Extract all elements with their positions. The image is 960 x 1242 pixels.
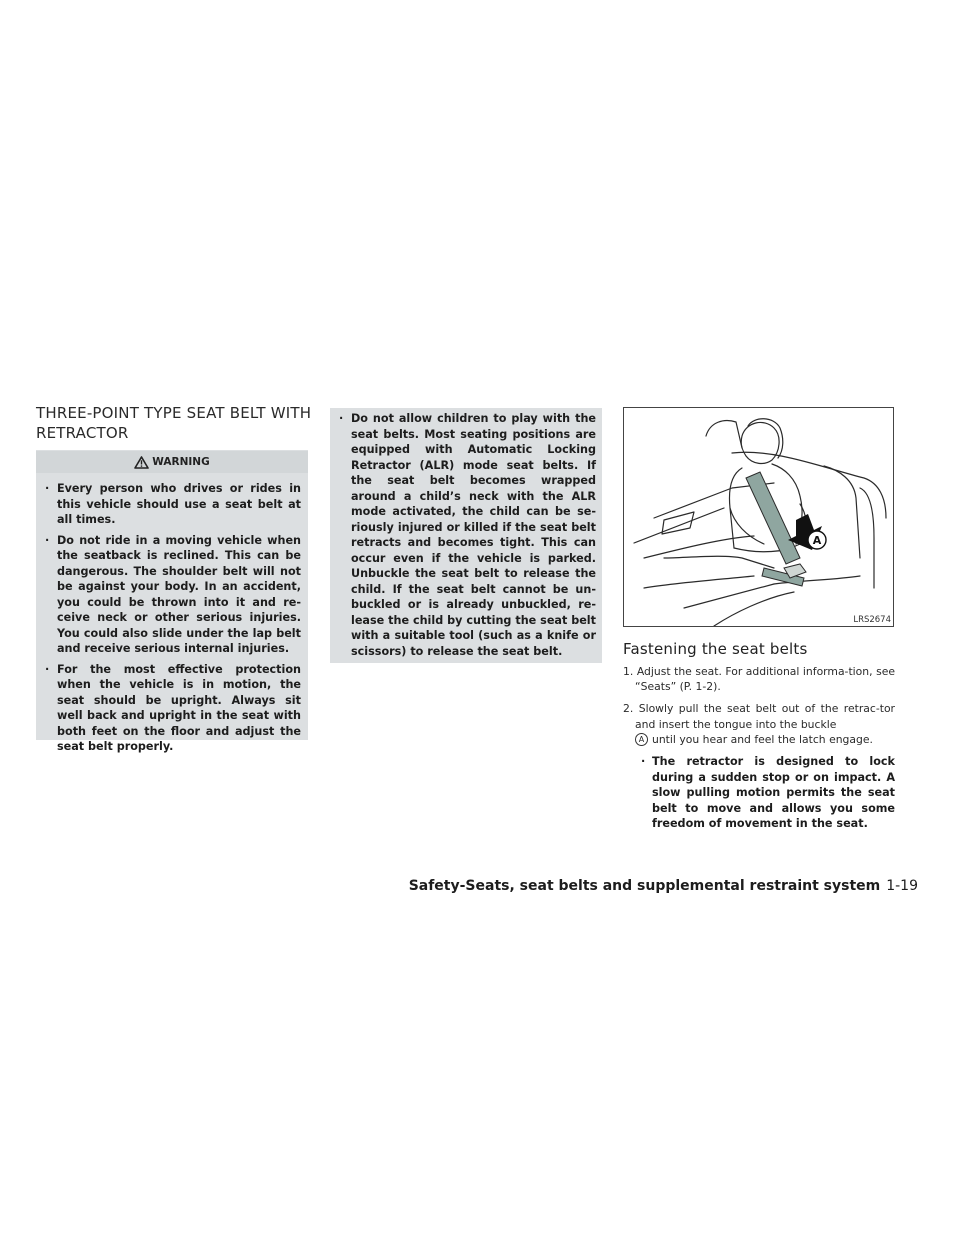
steps-list	[623, 664, 895, 832]
page-footer	[409, 878, 918, 894]
subsection-title: Fastening the seat belts	[623, 640, 808, 658]
warning-box-middle	[330, 408, 602, 663]
warning-header	[36, 451, 308, 473]
callout-a-marker: A	[635, 733, 648, 746]
warning-item: · For the most effective protection when the vehicle is in motion, the seat should be upright. Always sit well back and upright in the seat with both feet on the floor and adjust the seat belt properly.	[44, 662, 301, 755]
step-2-note: · The retractor is designed to lock during a sudden stop or on impact. A slow pulling motion permits the seat belt to move and allows you some freedom of movement in the seat.	[641, 754, 895, 832]
chapter-title: Safety-Seats, seat belts and supplemental restraint system	[408, 878, 881, 894]
warning-item: · Do not ride in a moving vehicle when the seatback is reclined. This can be dangerous. The shoulder belt will not be against your body. In an accident, you could be thrown into it and re-ceive neck or other serious injuries. You could also slide under the lap belt and receive serious internal injuries.	[44, 533, 301, 657]
warning-label: WARNING	[152, 456, 210, 468]
seat-belt-illustration	[623, 407, 894, 627]
warning-item: · Do not allow children to play with the seat belts. Most seating positions are equipped with Automatic Locking Retractor (ALR) mode seat belts. If the seat belt becomes wrapped around a child’s neck with the ALR mode activated, the child can be se-riously injured or killed if the seat belt retracts and becomes tight. This can occur even if the vehicle is parked. Unbuckle the seat belt to release the child. If the seat belt cannot be un-buckled or is already unbuckled, re-lease the child by cutting the seat belt with a suitable tool (such as a knife or scissors) to release the seat belt.	[338, 411, 596, 659]
step-2-text: 2. Slowly pull the seat belt out of the retrac-tor and insert the tongue into the buckle	[623, 702, 895, 731]
callout-label: A	[812, 534, 822, 547]
warning-item: · Every person who drives or rides in this vehicle should use a seat belt at all times.	[44, 481, 301, 528]
section-title: THREE-POINT TYPE SEAT BELT WITH RETRACTOR	[36, 404, 312, 442]
warning-icon	[134, 456, 149, 469]
figure-code: LRS2674	[853, 615, 891, 625]
step-2	[623, 701, 895, 747]
seat-belt-drawing	[624, 408, 893, 626]
warning-box-left	[36, 450, 308, 753]
step-2-text-end: until you hear and feel the latch engage.	[652, 732, 873, 746]
page-number: 1-19	[886, 878, 918, 894]
step-1: 1. Adjust the seat. For additional informa-tion, see “Seats” (P. 1-2).	[623, 665, 895, 694]
